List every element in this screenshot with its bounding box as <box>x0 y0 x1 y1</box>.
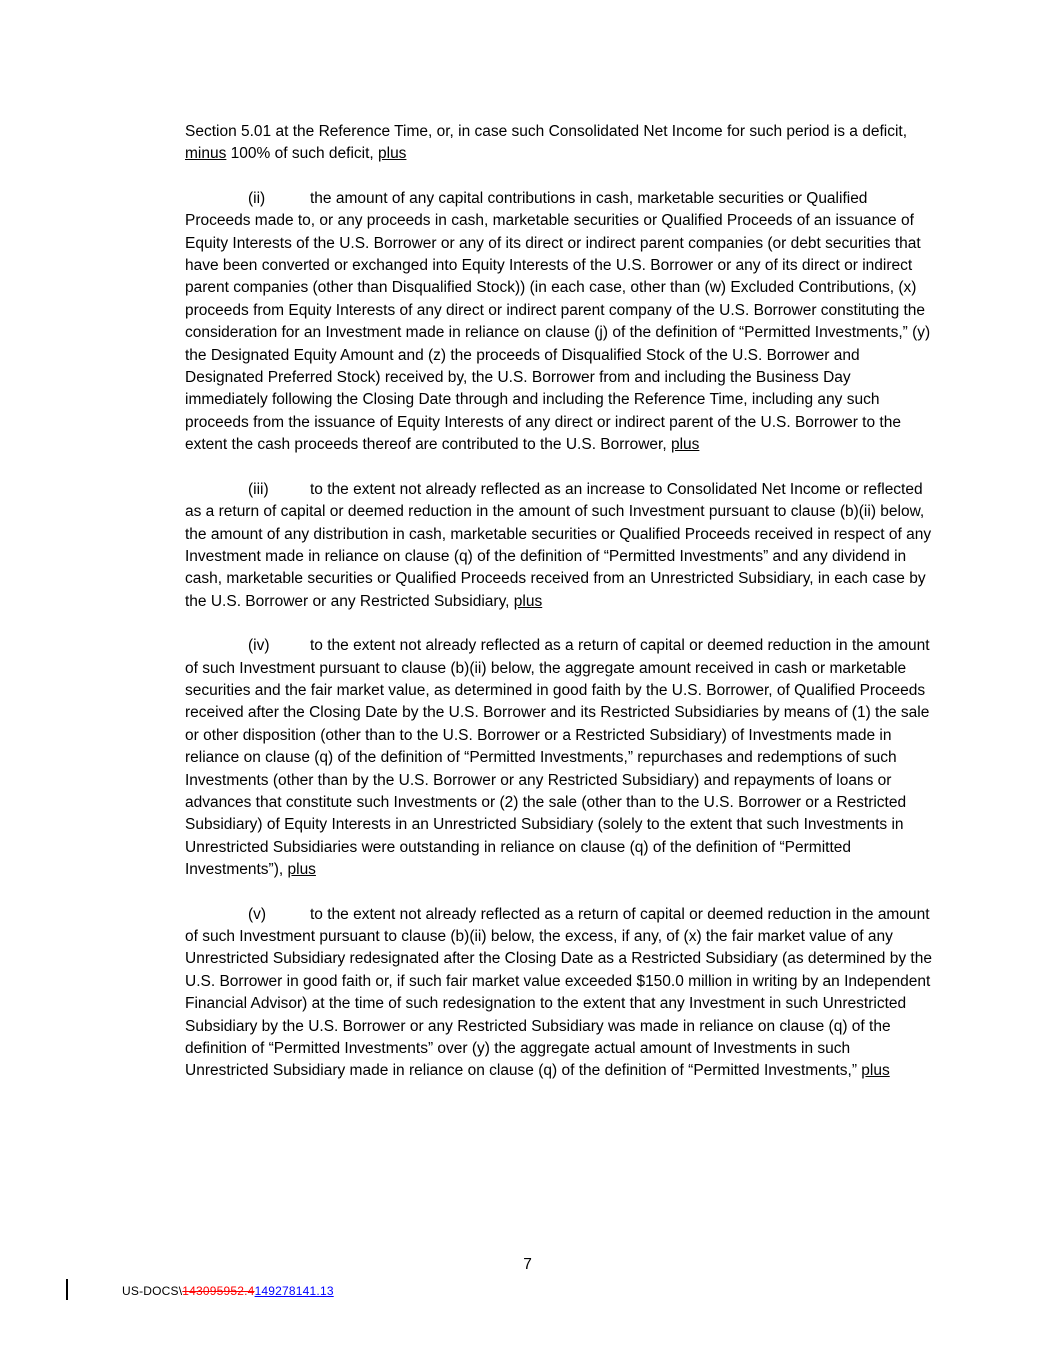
underlined-term: plus <box>861 1062 890 1080</box>
doc-id-inserted: 149278141.13 <box>254 1284 334 1298</box>
clause-paragraph <box>185 904 932 1083</box>
clause-label: (iii) <box>248 480 269 498</box>
text-run: Section 5.01 at the Reference Time, or, in case such Consolidated Net Income for such period is a deficit, <box>185 123 907 140</box>
text-run: 100% of such deficit, <box>226 145 378 163</box>
underlined-term: minus <box>185 145 227 163</box>
page-number: 7 <box>523 1256 532 1273</box>
document-body <box>185 121 932 1105</box>
doc-id-prefix: US-DOCS\ <box>122 1284 183 1298</box>
clause-paragraph <box>185 635 932 881</box>
clause-label: (iv) <box>248 637 270 655</box>
clause-label: (ii) <box>248 189 266 207</box>
clause-paragraph <box>185 188 932 457</box>
text-run: to the extent not already reflected as a return of capital or deemed reduction in the amount of such Investment pursuant to clause (b)(ii) below, the aggregate amount received in cash or marketable securities and the fair market value, as determined in good faith by the U.S. Borrower, of Qualified Proceeds received after the Closing Date by the U.S. Borrower and its Restricted Subsidiaries by means of (1) the sale or other disposition (other than to the U.S. Borrower or a Restricted Subsidiary) of Investments made in reliance on clause (q) of the definition of “Permitted Investments,” repurchases and redemptions of such Investments (other than by the U.S. Borrower or any Restricted Subsidiary) and repayments of loans or advances that constitute such Investments or (2) the sale (other than to the U.S. Borrower or a Restricted Subsidiary) of Equity Interests in an Unrestricted Subsidiary (solely to the extent that such Investments in Unrestricted Subsidiaries were outstanding in reliance on clause (q) of the definition of “Permitted Investments”), <box>185 637 930 879</box>
doc-id-footer <box>122 1284 334 1298</box>
clause-label: (v) <box>248 905 267 923</box>
underlined-term: plus <box>378 145 407 163</box>
text-run: the amount of any capital contributions in cash, marketable securities or Qualified Proceeds made to, or any proceeds in cash, marketable securities or Qualified Proceeds of an issuance of Equity Interests of the U.S. Borrower or any of its direct or indirect parent companies (or debt securities that have been converted or exchanged into Equity Interests of the U.S. Borrower or any of its direct or indirect parent companies (other than Disqualified Stock)) (in each case, other than (w) Excluded Contributions, (x) proceeds from Equity Interests of any direct or indirect parent company of the U.S. Borrower constituting the consideration for an Investment made in reliance on clause (j) of the definition of “Permitted Investments,” (y) the Designated Equity Amount and (z) the proceeds of Disqualified Stock of the U.S. Borrower and Designated Preferred Stock) received by, the U.S. Borrower from and including the Business Day immediately following the Closing Date through and including the Reference Time, including any such proceeds from the issuance of Equity Interests of any direct or indirect parent of the U.S. Borrower to the extent the cash proceeds thereof are contributed to the U.S. Borrower, <box>185 189 931 454</box>
underlined-term: plus <box>513 592 543 610</box>
clause-paragraph <box>185 479 932 613</box>
change-bar <box>66 1279 68 1300</box>
underlined-term: plus <box>287 861 316 879</box>
paragraph <box>185 121 932 166</box>
doc-id-deleted: 143095952.4 <box>182 1284 255 1298</box>
text-run: to the extent not already reflected as an increase to Consolidated Net Income or reflected as a return of capital or deemed reduction in the amount of such Investment pursuant to clause (b)(ii) below, the amount of any distribution in cash, marketable securities or Qualified Proceeds received in respect of any Investment made in reliance on clause (q) of the definition of “Permitted Investments” and any dividend in cash, marketable securities or Qualified Proceeds received from an Unrestricted Subsidiary, in each case by the U.S. Borrower or any Restricted Subsidiary, <box>185 480 932 610</box>
underlined-term: plus <box>670 436 700 454</box>
text-run: to the extent not already reflected as a return of capital or deemed reduction in the amount of such Investment pursuant to clause (b)(ii) below, the excess, if any, of (x) the fair market value of any Unrestricted Subsidiary redesignated after the Closing Date as a Restricted Subsidiary (as determined by the U.S. Borrower in good faith or, if such fair market value exceeded $150.0 million in writing by an Independent Financial Advisor) at the time of such redesignation to the extent that any Investment in such Unrestricted Subsidiary by the U.S. Borrower or any Restricted Subsidiary was made in reliance on clause (q) of the definition of “Permitted Investments” over (y) the aggregate actual amount of Investments in such Unrestricted Subsidiary made in reliance on clause (q) of the definition of “Permitted Investments,” <box>185 905 932 1080</box>
